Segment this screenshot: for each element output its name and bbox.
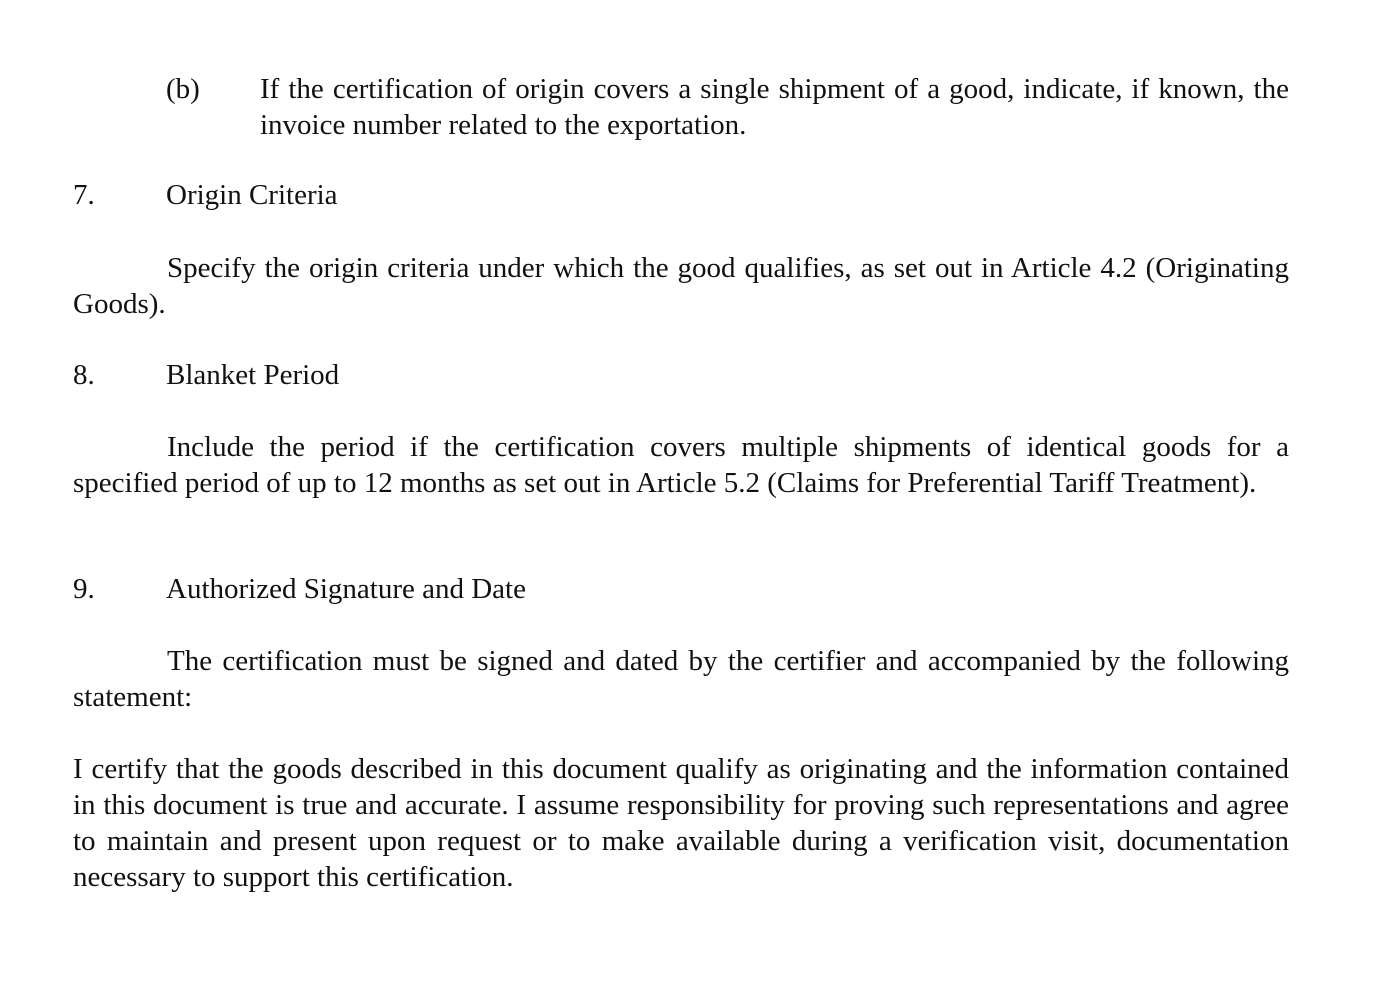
section-8-number: 8. bbox=[73, 359, 95, 391]
item-b-text: If the certification of origin covers a single shipment of a good, indicate, if known, the invoice number related to the exportation. bbox=[260, 73, 1289, 141]
item-b-label: (b) bbox=[166, 73, 200, 105]
section-9-number: 9. bbox=[73, 573, 95, 605]
section-7-number: 7. bbox=[73, 179, 95, 211]
section-9-title: Authorized Signature and Date bbox=[166, 573, 526, 605]
certification-statement: I certify that the goods described in this document qualify as originating and the information contained in this document is true and accurate. I assume responsibility for proving such representations and agree to maintain and present upon request or to make available during a verification visit, documentation necessary to support this certification. bbox=[73, 753, 1289, 893]
section-8-body: Include the period if the certification covers multiple shipments of identical goods for a specified period of up to 12 months as set out in Article 5.2 (Claims for Preferential Tariff Treatment). bbox=[73, 431, 1289, 499]
section-9-body: The certification must be signed and dated by the certifier and accompanied by the following statement: bbox=[73, 645, 1289, 713]
section-8-title: Blanket Period bbox=[166, 359, 340, 391]
section-7-title: Origin Criteria bbox=[166, 179, 338, 211]
section-7-body: Specify the origin criteria under which the good qualifies, as set out in Article 4.2 (Originating Goods). bbox=[73, 252, 1289, 320]
